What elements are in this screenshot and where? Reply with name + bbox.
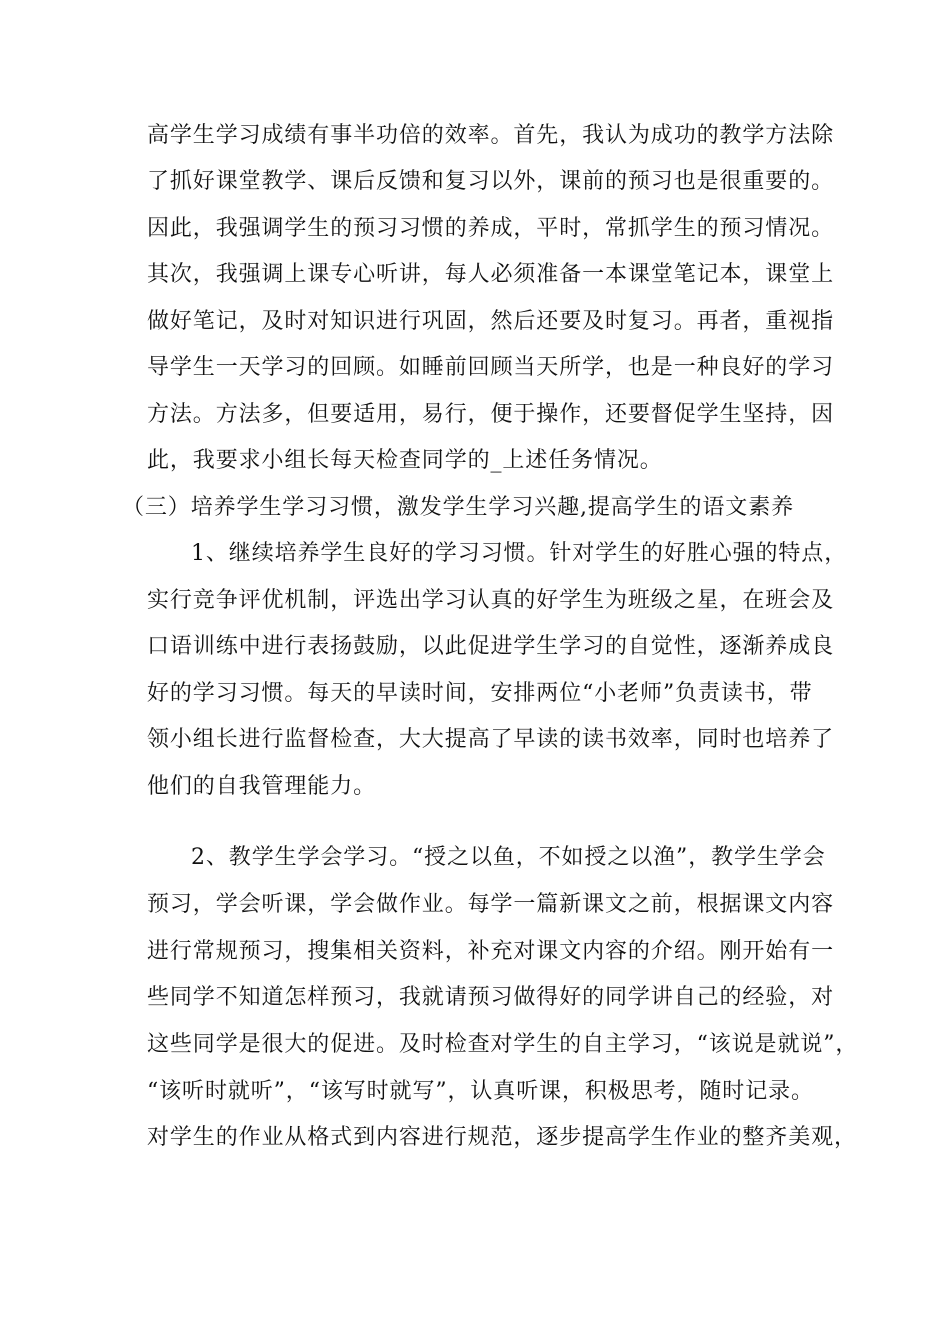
text-line: 高学生学习成绩有事半功倍的效率。首先，我认为成功的教学方法除: [147, 123, 835, 148]
text-line: 了抓好课堂教学、课后反馈和复习以外，课前的预习也是很重要的。: [147, 169, 835, 194]
text-line: 做好笔记，及时对知识进行巩固，然后还要及时复习。再者，重视指: [147, 309, 835, 334]
text-line: 方法。方法多，但要适用，易行，便于操作，还要督促学生坚持，因: [147, 402, 835, 427]
text-line: 2、教学生学会学习。“授之以鱼，不如授之以渔”，教学生学会: [191, 845, 826, 870]
text-line: 实行竞争评优机制，评选出学习认真的好学生为班级之星，在班会及: [147, 588, 835, 613]
text-line: 对学生的作业从格式到内容进行规范，逐步提高学生作业的整齐美观，: [147, 1125, 857, 1150]
section-heading: （三）培养学生学习习惯，激发学生学习兴趣,提高学生的语文素养: [122, 495, 794, 520]
text-line: 预习，学会听课，学会做作业。每学一篇新课文之前，根据课文内容: [147, 892, 835, 917]
text-line: 好的学习习惯。每天的早读时间，安排两位“小老师”负责读书，带: [147, 681, 813, 706]
text-line: 此，我要求小组长每天检查同学的_上述任务情况。: [147, 448, 663, 473]
text-line: 些同学不知道怎样预习，我就请预习做得好的同学讲自己的经验，对: [147, 985, 835, 1010]
text-line: 他们的自我管理能力。: [147, 774, 377, 799]
text-line: 其次，我强调上课专心听讲，每人必须准备一本课堂笔记本，课堂上: [147, 262, 835, 287]
text-line: 进行常规预习，搜集相关资料，补充对课文内容的介绍。刚开始有一: [147, 939, 835, 964]
text-line: 导学生一天学习的回顾。如睡前回顾当天所学，也是一种良好的学习: [147, 355, 835, 380]
text-line: 1、继续培养学生良好的学习习惯。针对学生的好胜心强的特点，: [191, 541, 848, 566]
text-line: 口语训练中进行表扬鼓励，以此促进学生学习的自觉性，逐渐养成良: [147, 634, 835, 659]
text-line: 这些同学是很大的促进。及时检查对学生的自主学习，“该说是就说”，: [147, 1032, 859, 1057]
text-line: 因此，我强调学生的预习习惯的养成，平时，常抓学生的预习情况。: [147, 216, 835, 241]
text-line: “该听时就听”，“该写时就写”，认真听课，积极思考，随时记录。: [147, 1079, 814, 1104]
text-line: 领小组长进行监督检查，大大提高了早读的读书效率，同时也培养了: [147, 727, 835, 752]
